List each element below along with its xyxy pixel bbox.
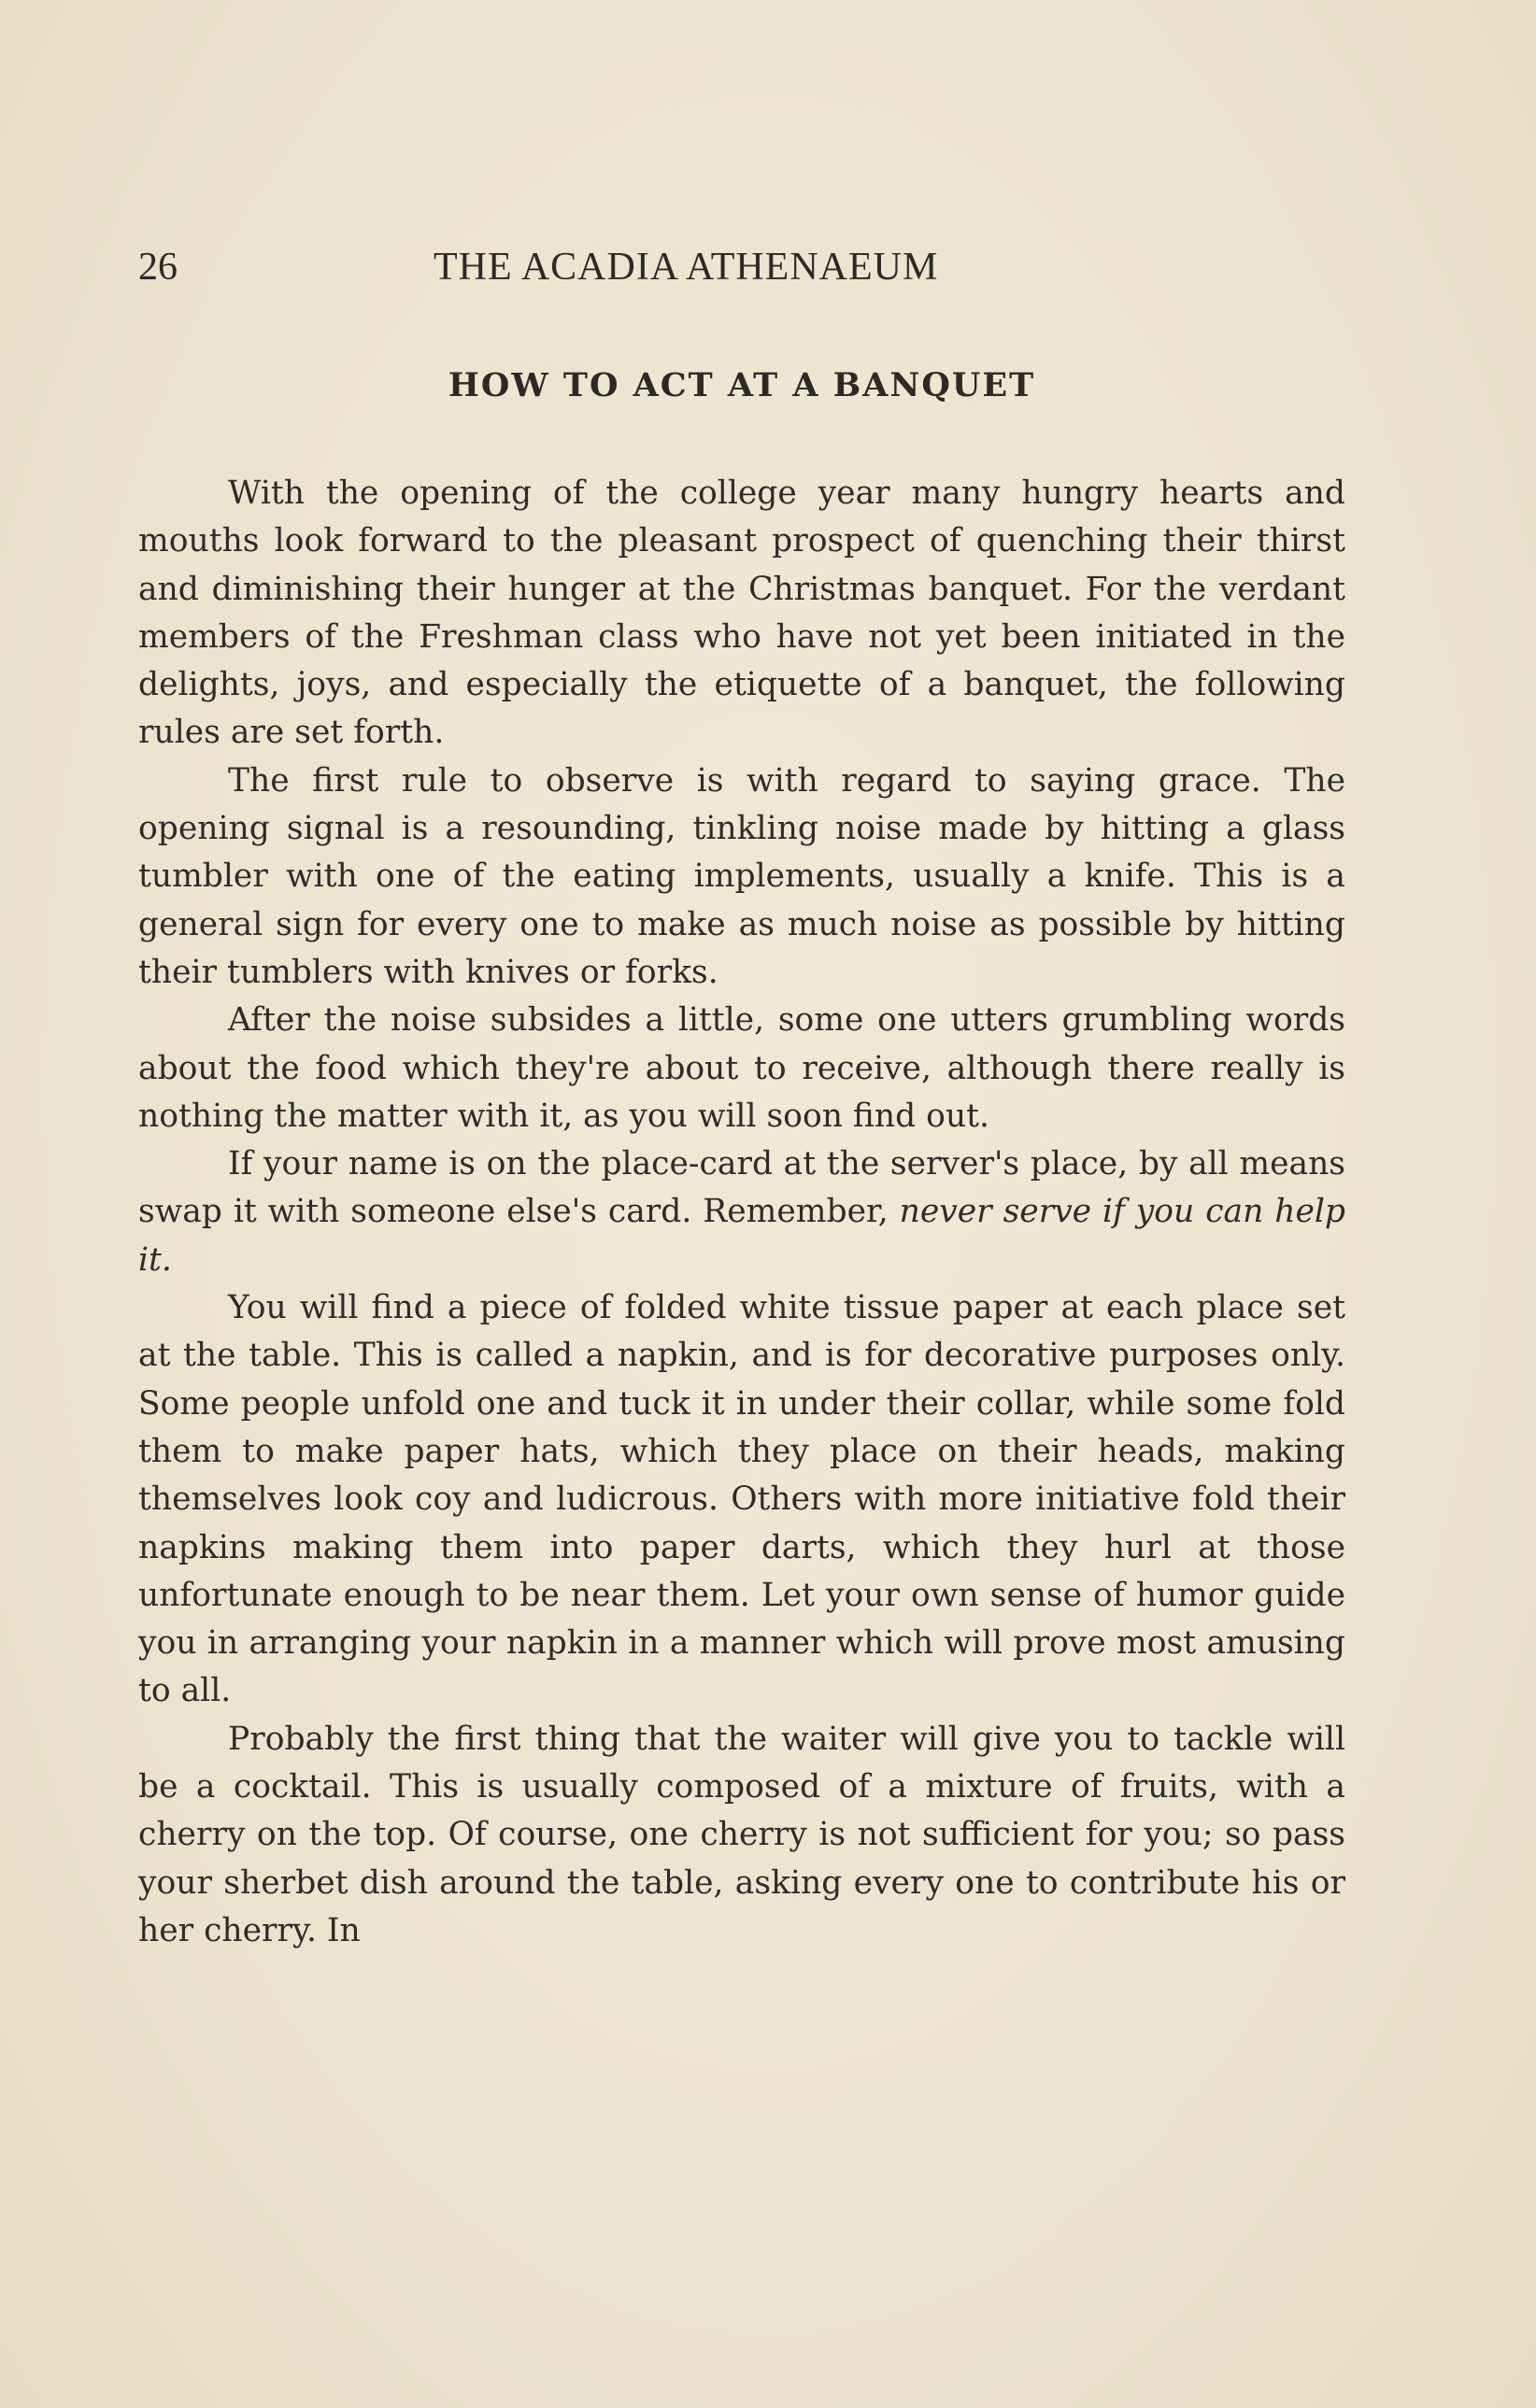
running-head: THE ACADIA ATHENAEUM (434, 246, 939, 289)
page-number: 26 (138, 246, 178, 289)
article-body (138, 470, 1345, 1955)
article-title: HOW TO ACT AT A BANQUET (448, 366, 1036, 404)
paragraph-text: If your name is on the place-card at the server's place, by all means swap it with someone else's card. Remember, (138, 1145, 1345, 1231)
page-header (138, 245, 1353, 291)
paragraph: You will find a piece of folded white tissue paper at each place set at the table. This is called a napkin, and is for decorative purposes only. Some people unfold one and tuck it in under their collar, while some fold them to make paper hats, which they place on their heads, making themselves look coy and ludicrous. Others with more initiative fold their napkins making them into paper darts, which they hurl at those unfortunate enough to be near them. Let your own sense of humor guide you in arranging your napkin in a manner which will prove most amusing to all. (138, 1289, 1345, 1710)
paragraph: After the noise subsides a little, some one utters grumbling words about the food which they're about to receive, although there really is nothing the matter with it, as you will soon find out. (138, 1001, 1345, 1135)
paragraph (138, 1140, 1345, 1284)
emphasis-text: never serve if you can help it. (138, 1193, 1345, 1279)
paragraph: With the opening of the college year many hungry hearts and mouths look forward to the pleasant prospect of quenching their thirst and diminishing their hunger at the Christmas banquet. For the verdant members of the Freshman class who have not yet been initiated in the delights, joys, and especially the etiquette of a banquet, the following rules are set forth. (138, 475, 1345, 752)
paragraph: The first rule to observe is with regard to saying grace. The opening signal is a resounding, tinkling noise made by hitting a glass tumbler with one of the eating implements, usually a knife. This is a general sign for every one to make as much noise as possible by hitting their tumblers with knives or forks. (138, 761, 1345, 991)
paragraph: Probably the first thing that the waiter will give you to tackle will be a cocktail. This is usually composed of a mixture of fruits, with a cherry on the top. Of course, one cherry is not sufficient for you; so pass your sherbet dish around the table, asking every one to contribute his or her cherry. In (138, 1720, 1345, 1949)
